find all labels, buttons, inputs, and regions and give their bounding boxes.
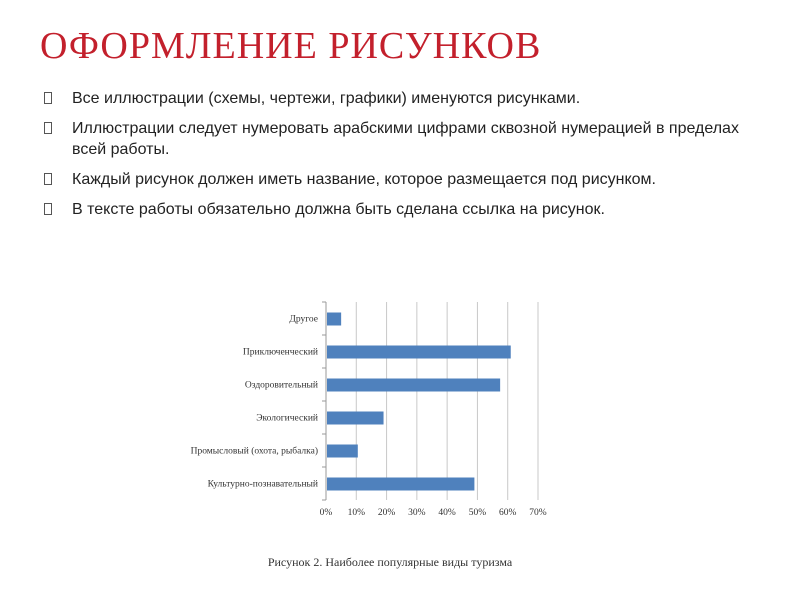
figure-caption: Рисунок 2. Наиболее популярные виды туризма [267, 555, 513, 569]
bullet-text: В тексте работы обязательно должна быть сделана ссылка на рисунок. [72, 201, 605, 218]
bullet-text: Все иллюстрации (схемы, чертежи, графики) именуются рисунками. [72, 90, 581, 107]
bar [327, 379, 500, 392]
category-label: Приключенческий [242, 347, 318, 358]
bar [327, 478, 474, 491]
bar [327, 445, 358, 458]
bullet-text: Иллюстрации следует нумеровать арабскими цифрами сквозной нумерацией в пределах всей работы. [72, 120, 739, 158]
bar [327, 346, 511, 359]
x-tick-label: 50% [468, 508, 487, 518]
x-tick-label: 30% [408, 508, 426, 518]
x-tick-label: 20% [377, 508, 396, 518]
bar [327, 313, 341, 326]
category-label: Другое [289, 314, 318, 325]
x-tick-label: 60% [499, 508, 517, 518]
category-label: Экологический [256, 413, 318, 424]
x-tick-label: 40% [438, 508, 456, 518]
x-tick-label: 10% [347, 508, 365, 518]
x-tick-label: 0% [319, 508, 333, 518]
bullet-text: Каждый рисунок должен иметь название, которое размещается под рисунком. [72, 171, 656, 188]
category-label: Оздоровительный [244, 380, 318, 391]
x-tick-label: 70% [529, 508, 547, 518]
slide-title: ОФОРМЛЕНИЕ РИСУНКОВ [40, 25, 542, 67]
category-label: Культурно-познавательный [207, 479, 318, 490]
bar [327, 412, 384, 425]
category-label: Промысловый (охота, рыбалка) [190, 446, 318, 457]
